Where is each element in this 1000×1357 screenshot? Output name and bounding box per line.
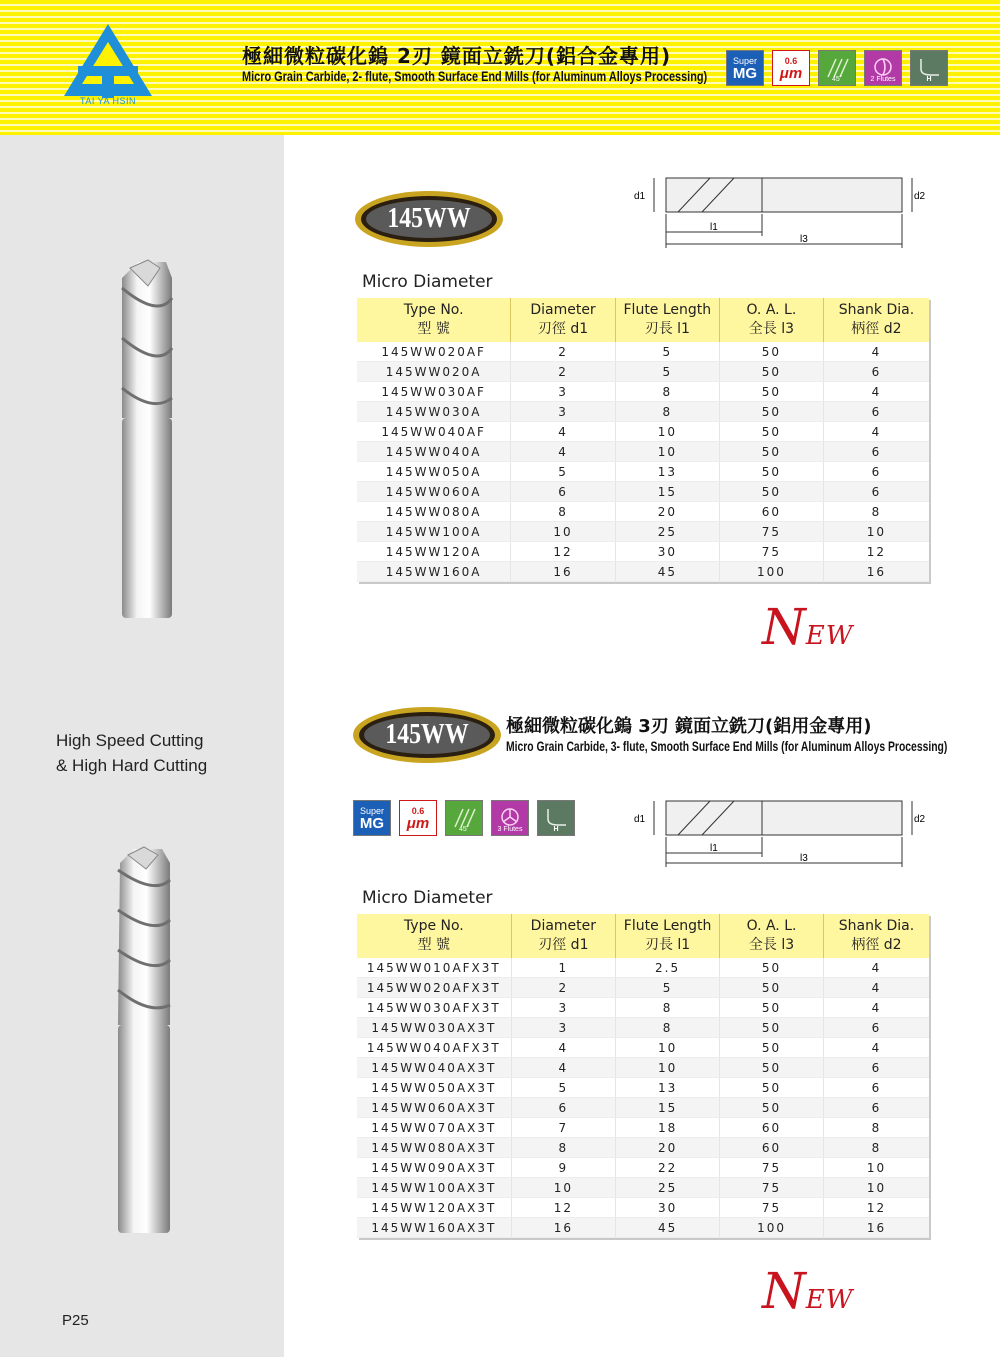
flute-length-cell: 8 (616, 1018, 720, 1038)
header-en: Diameter (530, 302, 596, 318)
type-no-cell: 145WW160A (357, 562, 511, 582)
section2-title-cn: 極細微粒碳化鎢 3刃 鏡面立銑刀(鋁用金專用) (506, 716, 872, 737)
header-cn: 型 號 (417, 321, 450, 337)
type-no-cell: 145WW040AFX3T (357, 1038, 511, 1058)
header-cn: 刃徑 d1 (538, 937, 589, 953)
table-row (357, 402, 929, 422)
table-row (357, 342, 929, 362)
table-row (357, 382, 929, 402)
icon-label: H (926, 76, 932, 83)
type-no-cell: 145WW040A (357, 442, 511, 462)
type-no-cell: 145WW040AF (357, 422, 511, 442)
flute-length-cell: 25 (616, 1178, 720, 1198)
oal-cell: 50 (719, 422, 823, 442)
header-cn: 刃長 l1 (644, 321, 690, 337)
icon-line2: μm (406, 814, 430, 832)
type-no-cell: 145WW080A (357, 502, 511, 522)
table-row (357, 1178, 929, 1198)
table-body (357, 342, 929, 582)
oal-cell: 75 (720, 1178, 824, 1198)
shank-dia-cell: 16 (823, 1218, 929, 1238)
header-en: O. A. L. (746, 918, 797, 934)
table-row (357, 362, 929, 382)
flute-length-cell: 13 (615, 462, 719, 482)
shank-dia-cell: 12 (823, 1198, 929, 1218)
oal-cell: 75 (720, 1158, 824, 1178)
diameter-cell: 1 (511, 958, 615, 978)
feature-icons-3f (353, 800, 575, 836)
flute-length-cell: 13 (616, 1078, 720, 1098)
table-row (357, 1018, 929, 1038)
icon-line1: 0.6 (784, 55, 798, 66)
spec-table-2flute (357, 298, 929, 582)
diameter-cell: 3 (511, 1018, 615, 1038)
type-no-cell: 145WW120A (357, 542, 511, 562)
side-caption-line2: & High Hard Cutting (56, 756, 208, 775)
table-row (357, 502, 929, 522)
type-no-cell: 145WW030AF (357, 382, 511, 402)
diameter-cell: 4 (511, 422, 615, 442)
header-diameter (511, 914, 615, 958)
diameter-cell: 6 (511, 1098, 615, 1118)
table-row (357, 442, 929, 462)
icon-line1: Super (732, 55, 758, 66)
shank-dia-cell: 4 (823, 998, 929, 1018)
flute-length-cell: 45 (616, 1218, 720, 1238)
page-title-cn: 極細微粒碳化鎢 2刃 鏡面立銑刀(鋁合金專用) (242, 44, 672, 68)
header-type (357, 914, 511, 958)
oal-cell: 50 (720, 1058, 824, 1078)
header-flute-length (615, 298, 719, 342)
oal-cell: 75 (719, 522, 823, 542)
shank-dia-cell: 10 (823, 1178, 929, 1198)
header-cn: 刃長 l1 (644, 937, 691, 953)
flute-length-cell: 22 (616, 1158, 720, 1178)
new-label (762, 598, 853, 656)
super-mg-icon (726, 50, 764, 86)
header-en: Flute Length (623, 918, 712, 934)
diameter-cell: 9 (511, 1158, 615, 1178)
page-number: P25 (62, 1312, 89, 1329)
shank-dia-cell: 6 (823, 1098, 929, 1118)
flutes-icon (864, 50, 902, 86)
flute-length-cell: 15 (616, 1098, 720, 1118)
diameter-cell: 16 (511, 562, 615, 582)
oal-cell: 50 (719, 342, 823, 362)
table-row (357, 1098, 929, 1118)
type-no-cell: 145WW100AX3T (357, 1178, 511, 1198)
diameter-cell: 10 (511, 522, 615, 542)
series-badge-label: 145WW (385, 719, 469, 750)
table-body (357, 958, 929, 1238)
table-header-row (357, 298, 929, 342)
micron-icon (399, 800, 437, 836)
flute-length-cell: 8 (615, 382, 719, 402)
end-mill-2flute-image (108, 258, 188, 620)
shank-dia-cell: 6 (823, 442, 929, 462)
type-no-cell: 145WW020AFX3T (357, 978, 511, 998)
oal-cell: 50 (720, 998, 824, 1018)
oal-cell: 60 (719, 502, 823, 522)
shank-dia-cell: 12 (823, 542, 929, 562)
oal-cell: 50 (719, 402, 823, 422)
header-type (357, 298, 511, 342)
diameter-cell: 5 (511, 462, 615, 482)
header-cn: 全長 l3 (748, 937, 795, 953)
type-no-cell: 145WW060A (357, 482, 511, 502)
header-flute-length (616, 914, 720, 958)
header-shank (823, 298, 929, 342)
header-en: Type No. (403, 302, 464, 318)
table-row (357, 1038, 929, 1058)
new-label-rest: EW (805, 1285, 854, 1315)
l3-label: l3 (800, 853, 808, 864)
oal-cell: 60 (720, 1118, 824, 1138)
page-title-en: Micro Grain Carbide, 2- flute, Smooth Surface End Mills (for Aluminum Alloys Processing) (242, 68, 708, 84)
new-label-first: N (762, 598, 806, 656)
table-row (357, 1158, 929, 1178)
header-oal (720, 914, 824, 958)
oal-cell: 50 (720, 1038, 824, 1058)
table-row (357, 1138, 929, 1158)
icon-line2: MG (359, 814, 385, 832)
type-no-cell: 145WW030A (357, 402, 511, 422)
new-label-first: N (762, 1262, 806, 1320)
shank-dia-cell: 4 (823, 422, 929, 442)
oal-cell: 50 (719, 362, 823, 382)
section1-subtitle: Micro Diameter (362, 272, 493, 292)
oal-cell: 75 (719, 542, 823, 562)
type-no-cell: 145WW020A (357, 362, 511, 382)
shank-dia-cell: 10 (823, 522, 929, 542)
table-row (357, 522, 929, 542)
diameter-cell: 3 (511, 382, 615, 402)
oal-cell: 50 (719, 382, 823, 402)
header-en: O. A. L. (746, 302, 797, 318)
header-en: Flute Length (623, 302, 712, 318)
end-mill-3flute-image (104, 845, 184, 1235)
header-cn: 全長 l3 (748, 321, 795, 337)
shank-dia-cell: 8 (823, 502, 929, 522)
side-caption (56, 728, 207, 778)
table-row (357, 422, 929, 442)
oal-cell: 50 (720, 978, 824, 998)
diameter-cell: 4 (511, 1038, 615, 1058)
type-no-cell: 145WW030AFX3T (357, 998, 511, 1018)
section2-title-en: Micro Grain Carbide, 3- flute, Smooth Surface End Mills (for Aluminum Alloys Processing) (506, 738, 948, 754)
shank-dia-cell: 6 (823, 362, 929, 382)
icon-label: 45˚ (831, 76, 843, 83)
header-en: Shank Dia. (838, 302, 915, 318)
flutes-icon (491, 800, 529, 836)
diameter-cell: 4 (511, 442, 615, 462)
type-no-cell: 145WW060AX3T (357, 1098, 511, 1118)
oal-cell: 60 (720, 1138, 824, 1158)
hardness-h-icon (537, 800, 575, 836)
diameter-cell: 2 (511, 362, 615, 382)
oal-cell: 50 (720, 1078, 824, 1098)
flute-length-cell: 10 (616, 1058, 720, 1078)
d1-label: d1 (634, 814, 646, 825)
oal-cell: 50 (719, 482, 823, 502)
flute-length-cell: 5 (615, 342, 719, 362)
header-cn: 型 號 (417, 937, 451, 953)
header-oal (719, 298, 823, 342)
type-no-cell: 145WW160AX3T (357, 1218, 511, 1238)
type-no-cell: 145WW080AX3T (357, 1138, 511, 1158)
series-badge-label: 145WW (387, 203, 471, 234)
new-label (762, 1262, 853, 1320)
diameter-cell: 8 (511, 1138, 615, 1158)
flute-length-cell: 15 (615, 482, 719, 502)
dimension-diagram (630, 172, 930, 252)
diameter-cell: 12 (511, 1198, 615, 1218)
table-header-row (357, 914, 929, 958)
type-no-cell: 145WW120AX3T (357, 1198, 511, 1218)
table-row (357, 482, 929, 502)
shank-dia-cell: 4 (823, 1038, 929, 1058)
logo-text: TAI YA HSIN (79, 96, 136, 106)
helix-45-icon (445, 800, 483, 836)
shank-dia-cell: 4 (823, 978, 929, 998)
shank-dia-cell: 6 (823, 1058, 929, 1078)
diameter-cell: 8 (511, 502, 615, 522)
table-row (357, 1118, 929, 1138)
super-mg-icon (353, 800, 391, 836)
d2-label: d2 (914, 814, 926, 825)
l1-label: l1 (710, 222, 718, 233)
header-en: Diameter (530, 918, 597, 934)
table-row (357, 542, 929, 562)
type-no-cell: 145WW090AX3T (357, 1158, 511, 1178)
flute-length-cell: 20 (615, 502, 719, 522)
icon-label: 2 Flutes (870, 76, 896, 83)
shank-dia-cell: 6 (823, 1018, 929, 1038)
table-row (357, 958, 929, 978)
table-row (357, 978, 929, 998)
table-row (357, 998, 929, 1018)
oal-cell: 50 (719, 442, 823, 462)
table-row (357, 1198, 929, 1218)
shank-dia-cell: 4 (823, 958, 929, 978)
icon-line2: μm (779, 64, 803, 82)
shank-dia-cell: 4 (823, 382, 929, 402)
shank-dia-cell: 4 (823, 342, 929, 362)
icon-line1: Super (359, 805, 385, 816)
type-no-cell: 145WW020AF (357, 342, 511, 362)
new-label-rest: EW (805, 621, 854, 651)
table-row (357, 462, 929, 482)
flute-length-cell: 8 (615, 402, 719, 422)
shank-dia-cell: 6 (823, 402, 929, 422)
flute-length-cell: 30 (616, 1198, 720, 1218)
shank-dia-cell: 6 (823, 482, 929, 502)
flute-length-cell: 5 (615, 362, 719, 382)
diameter-cell: 6 (511, 482, 615, 502)
page-header (0, 0, 1000, 135)
flute-length-cell: 30 (615, 542, 719, 562)
table-row (357, 1218, 929, 1238)
feature-icons-2f (726, 50, 948, 86)
section2-subtitle: Micro Diameter (362, 888, 493, 908)
shank-dia-cell: 6 (823, 462, 929, 482)
flute-length-cell: 2.5 (616, 958, 720, 978)
header-cn: 柄徑 d2 (851, 937, 902, 953)
oal-cell: 50 (719, 462, 823, 482)
table-row (357, 562, 929, 582)
header-diameter (511, 298, 615, 342)
oal-cell: 100 (719, 562, 823, 582)
flute-length-cell: 45 (615, 562, 719, 582)
diameter-cell: 3 (511, 402, 615, 422)
icon-label: 45˚ (458, 826, 470, 833)
spec-table-3flute (357, 914, 929, 1238)
diameter-cell: 3 (511, 998, 615, 1018)
oal-cell: 100 (720, 1218, 824, 1238)
d2-label: d2 (914, 191, 926, 202)
type-no-cell: 145WW030AX3T (357, 1018, 511, 1038)
diameter-cell: 7 (511, 1118, 615, 1138)
type-no-cell: 145WW040AX3T (357, 1058, 511, 1078)
type-no-cell: 145WW070AX3T (357, 1118, 511, 1138)
flute-length-cell: 5 (616, 978, 720, 998)
d1-label: d1 (634, 191, 646, 202)
flute-length-cell: 25 (615, 522, 719, 542)
oal-cell: 75 (720, 1198, 824, 1218)
flute-length-cell: 8 (616, 998, 720, 1018)
flute-length-cell: 20 (616, 1138, 720, 1158)
flute-length-cell: 10 (616, 1038, 720, 1058)
diameter-cell: 5 (511, 1078, 615, 1098)
diameter-cell: 4 (511, 1058, 615, 1078)
l3-label: l3 (800, 234, 808, 245)
diameter-cell: 2 (511, 978, 615, 998)
icon-line1: 0.6 (411, 805, 425, 816)
diameter-cell: 16 (511, 1218, 615, 1238)
hardness-h-icon (910, 50, 948, 86)
oal-cell: 50 (720, 1098, 824, 1118)
icon-label: 3 Flutes (497, 826, 523, 833)
shank-dia-cell: 8 (823, 1118, 929, 1138)
flute-length-cell: 18 (616, 1118, 720, 1138)
icon-label: H (553, 826, 559, 833)
shank-dia-cell: 10 (823, 1158, 929, 1178)
diameter-cell: 12 (511, 542, 615, 562)
table-row (357, 1058, 929, 1078)
diameter-cell: 2 (511, 342, 615, 362)
l1-label: l1 (710, 843, 718, 854)
micron-icon (772, 50, 810, 86)
shank-dia-cell: 6 (823, 1078, 929, 1098)
diameter-cell: 10 (511, 1178, 615, 1198)
type-no-cell: 145WW050A (357, 462, 511, 482)
type-no-cell: 145WW100A (357, 522, 511, 542)
header-en: Shank Dia. (838, 918, 915, 934)
oal-cell: 50 (720, 1018, 824, 1038)
dimension-diagram (630, 795, 930, 875)
icon-line2: MG (732, 64, 758, 82)
shank-dia-cell: 16 (823, 562, 929, 582)
type-no-cell: 145WW050AX3T (357, 1078, 511, 1098)
header-shank (823, 914, 929, 958)
shank-dia-cell: 8 (823, 1138, 929, 1158)
helix-45-icon (818, 50, 856, 86)
flute-length-cell: 10 (615, 442, 719, 462)
header-cn: 柄徑 d2 (851, 321, 902, 337)
type-no-cell: 145WW010AFX3T (357, 958, 511, 978)
flute-length-cell: 10 (615, 422, 719, 442)
table-row (357, 1078, 929, 1098)
side-caption-line1: High Speed Cutting (56, 731, 204, 750)
oal-cell: 50 (720, 958, 824, 978)
header-en: Type No. (403, 918, 464, 934)
header-cn: 刃徑 d1 (537, 321, 589, 337)
